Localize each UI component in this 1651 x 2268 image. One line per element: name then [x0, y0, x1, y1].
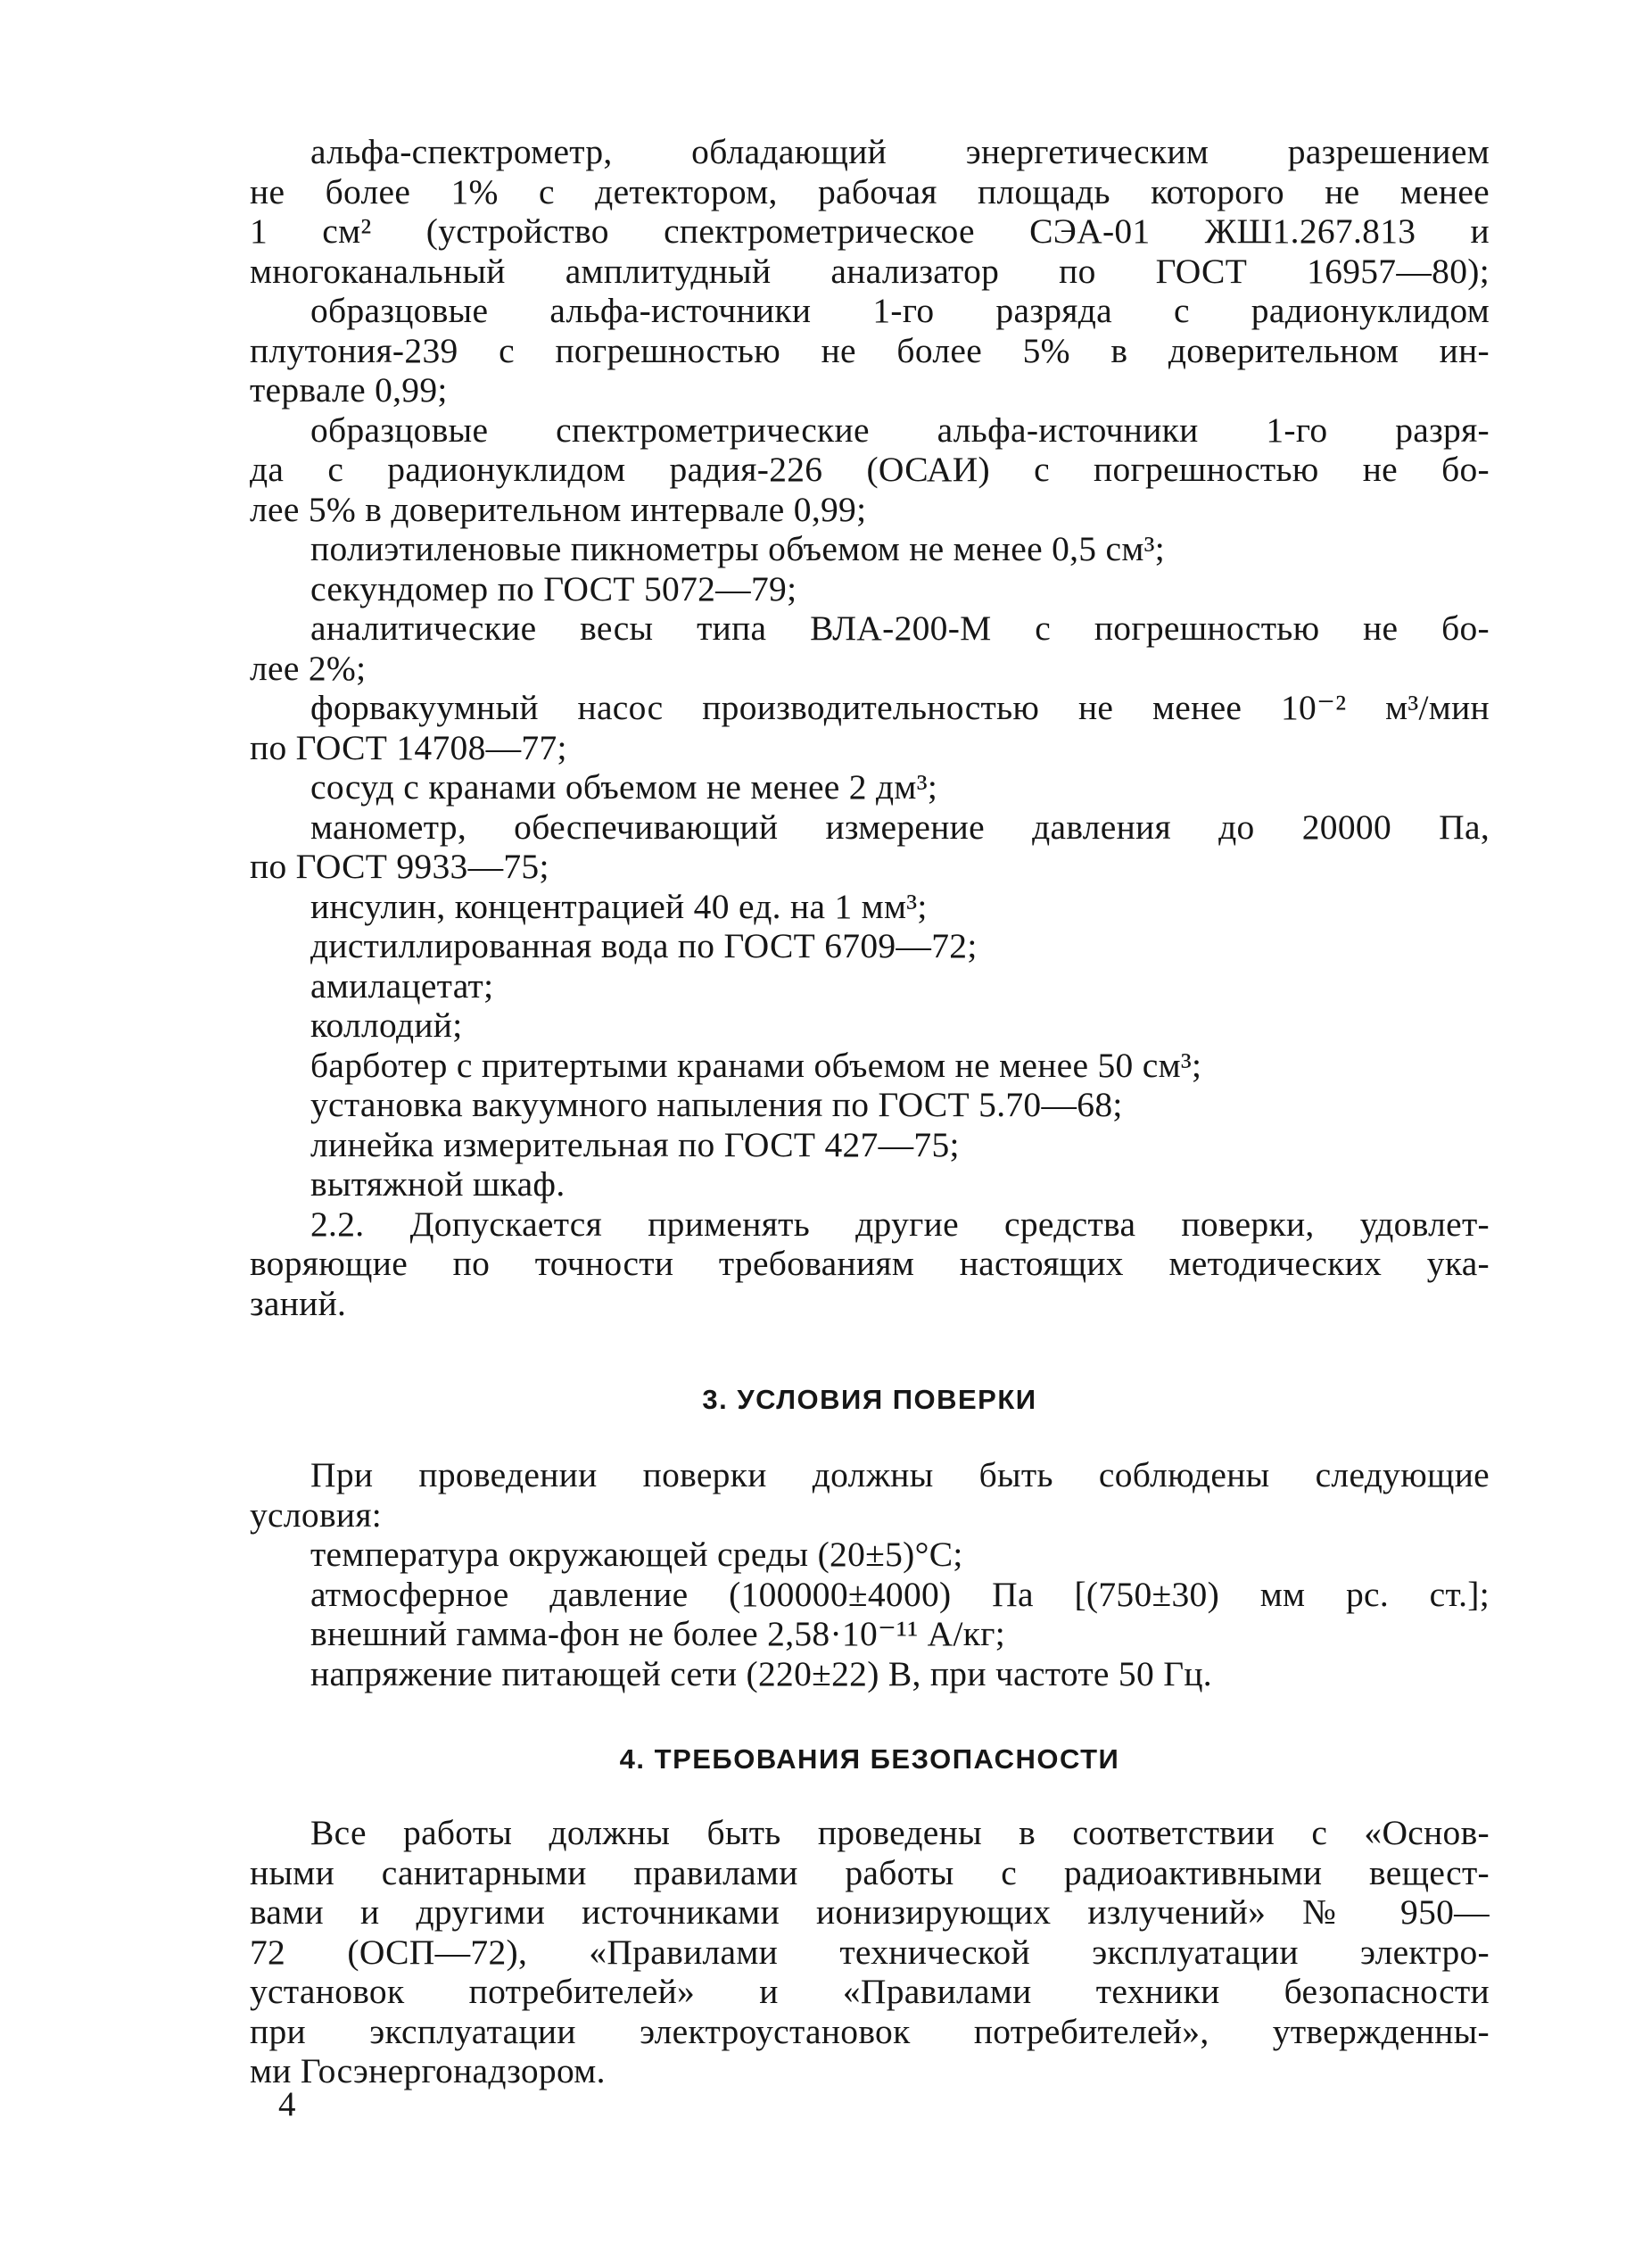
list-item: [250, 807, 1490, 887]
text-line: ными санитарными правилами работы с радиоактивными вещест-: [250, 1852, 1490, 1892]
text-line: по ГОСТ 14708—77;: [250, 727, 567, 767]
text-line: тервале 0,99;: [250, 370, 448, 410]
text-line: полиэтиленовые пикнометры объемом не менее 0,5 см³;: [310, 529, 1166, 568]
text-line: линейка измерительная по ГОСТ 427—75;: [310, 1124, 960, 1164]
text-line: инсулин, концентрацией 40 ед. на 1 мм³;: [310, 886, 928, 926]
intro-paragraph: [250, 1455, 1490, 1535]
text-line: амилацетат;: [310, 965, 494, 1006]
list-item: [250, 688, 1490, 767]
list-item: [250, 1125, 1490, 1165]
equipment-list: [250, 132, 1490, 1323]
text-line: условия:: [250, 1494, 383, 1535]
list-item: [250, 926, 1490, 966]
page-number: 4: [278, 2085, 296, 2123]
text-line: да с радионуклидом радия-226 (ОСАИ) с погрешностью не бо-: [250, 450, 1490, 489]
text-line: воряющие по точности требованиям настоящих методических ука-: [250, 1244, 1490, 1283]
section-heading: 4. ТРЕБОВАНИЯ БЕЗОПАСНОСТИ: [619, 1743, 1120, 1775]
text-line: 2.2. Допускается применять другие средства поверки, удовлет-: [310, 1204, 1490, 1244]
list-item: [250, 291, 1490, 410]
list-item: [250, 529, 1490, 569]
section4-body: [250, 1813, 1490, 2091]
text-line: установок потребителей» и «Правилами техники безопасности: [250, 1972, 1490, 2011]
document-page: [250, 132, 1490, 2091]
condition-item: напряжение питающей сети (220±22) В, при частоте 50 Гц.: [310, 1653, 1212, 1693]
text-line: При проведении поверки должны быть соблюдены следующие: [310, 1455, 1490, 1494]
text-line: ми Госэнергонадзором.: [250, 2051, 606, 2090]
text-line: коллодий;: [310, 1006, 463, 1045]
text-line: альфа-спектрометр, обладающий энергетическим разрешением: [310, 132, 1490, 171]
list-item: [250, 132, 1490, 291]
text-line: заний.: [250, 1283, 347, 1323]
list-item: [250, 1085, 1490, 1125]
text-line: Все работы должны быть проведены в соответствии с «Основ-: [310, 1813, 1490, 1852]
text-line: образцовые альфа-источники 1-го разряда с радионуклидом: [310, 291, 1490, 330]
text-line: по ГОСТ 9933—75;: [250, 847, 549, 886]
text-line: секундомер по ГОСТ 5072—79;: [310, 568, 797, 608]
condition-item: атмосферное давление (100000±4000) Па [(750±30) мм рс. ст.];: [310, 1574, 1490, 1614]
text-line: при эксплуатации электроустановок потребителей», утвержденны-: [250, 2011, 1490, 2051]
text-line: дистиллированная вода по ГОСТ 6709—72;: [310, 926, 978, 965]
text-line: вытяжной шкаф.: [310, 1164, 565, 1204]
text-line: 72 (ОСП—72), «Правилами технической эксплуатации электро-: [250, 1932, 1490, 1972]
section-heading: 3. УСЛОВИЯ ПОВЕРКИ: [702, 1384, 1037, 1415]
list-item: [250, 767, 1490, 807]
text-line: образцовые спектрометрические альфа-источники 1-го разря-: [310, 410, 1490, 450]
text-line: 1 см² (устройство спектрометрическое СЭА-01 ЖШ1.267.813 и: [250, 211, 1490, 251]
condition-item: внешний гамма-фон не более 2,58·10⁻¹¹ А/кг;: [310, 1614, 1006, 1653]
condition-item: температура окружающей среды (20±5)°С;: [310, 1535, 963, 1574]
text-line: лее 5% в доверительном интервале 0,99;: [250, 489, 867, 529]
clause-2-2: [250, 1204, 1490, 1324]
text-line: барботер с притертыми кранами объемом не менее 50 см³;: [310, 1045, 1202, 1085]
text-line: лее 2%;: [250, 648, 367, 688]
text-line: многоканальный амплитудный анализатор по ГОСТ 16957—80);: [250, 251, 1490, 291]
text-line: плутония-239 с погрешностью не более 5% в доверительном ин-: [250, 330, 1490, 370]
text-line: не более 1% с детектором, рабочая площадь которого не менее: [250, 171, 1490, 211]
list-item: [250, 1164, 1490, 1204]
section3-body: [250, 1455, 1490, 1693]
text-line: сосуд с кранами объемом не менее 2 дм³;: [310, 767, 938, 807]
list-item: [250, 410, 1490, 530]
list-item: [250, 1046, 1490, 1086]
list-item: [250, 608, 1490, 688]
text-line: форвакуумный насос производительностью не менее 10⁻² м³/мин: [310, 688, 1490, 727]
text-line: установка вакуумного напыления по ГОСТ 5.70—68;: [310, 1085, 1123, 1124]
text-line: аналитические весы типа ВЛА-200-М с погрешностью не бо-: [310, 608, 1490, 648]
list-item: [250, 1006, 1490, 1046]
text-line: вами и другими источниками ионизирующих излучений» № 950—: [250, 1892, 1490, 1932]
text-line: манометр, обеспечивающий измерение давления до 20000 Па,: [310, 807, 1490, 847]
list-item: [250, 569, 1490, 609]
list-item: [250, 887, 1490, 927]
list-item: [250, 966, 1490, 1006]
